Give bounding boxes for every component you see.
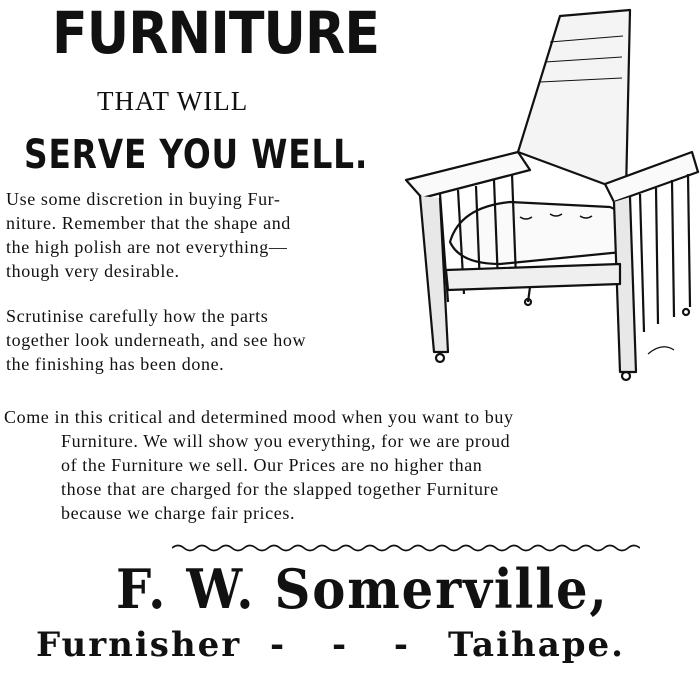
headline: FURNITURE [52,0,380,67]
text-line: the high polish are not everything— [6,237,288,257]
trade-label: Furnisher [36,625,242,665]
text-line: niture. Remember that the shape and [6,213,291,233]
text-line: Scrutinise carefully how the parts [6,306,269,326]
text-line: of the Furniture we sell. Our Prices are no higher than [61,455,483,475]
text-line: together look underneath, and see how [6,330,307,350]
town-label: Taihape. [448,625,625,665]
separator-dashes: - - - [270,625,427,665]
text-line: the finishing has been done. [6,354,225,374]
text-line: Use some discretion in buying Fur- [6,189,281,209]
tagline: SERVE YOU WELL. [24,132,369,178]
text-line: Come in this critical and determined mood when you want to buy [4,407,514,427]
paragraph-scrutinise [6,304,306,376]
text-line: those that are charged for the slapped together Furniture [61,479,499,499]
text-line: though very desirable. [6,261,180,281]
text-line: Furniture. We will show you everything, for we are proud [61,431,511,451]
wavy-rule [172,542,640,554]
paragraph-come-in [4,405,514,525]
armchair-icon [400,2,700,387]
firm-name: F. W. Somerville, [116,557,609,621]
text-line: because we charge fair prices. [61,503,296,523]
paragraph-discretion [6,187,291,283]
subhead: THAT WILL [97,86,249,116]
